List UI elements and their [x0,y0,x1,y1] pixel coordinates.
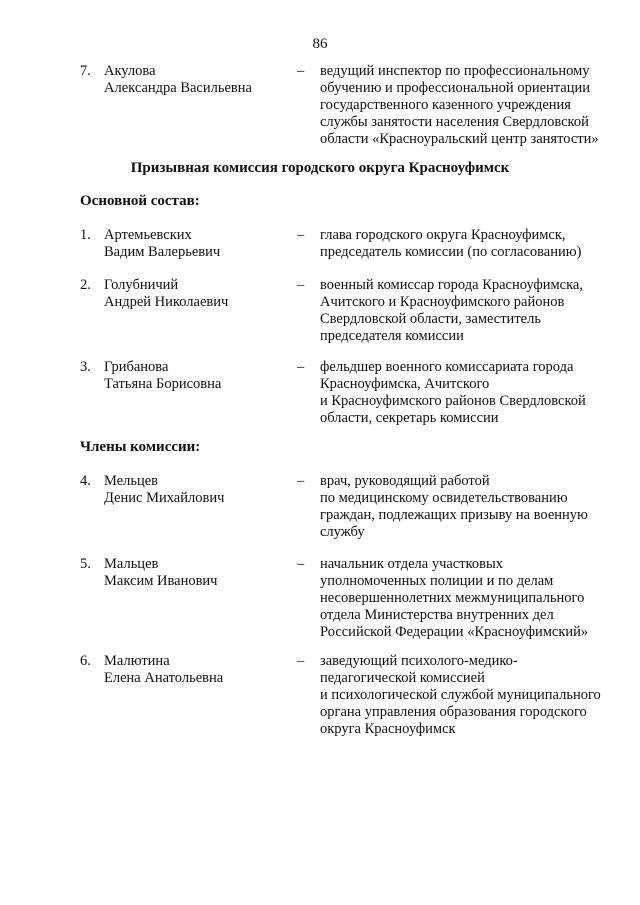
desc-line: врач, руководящий работой [320,473,490,489]
person-name [104,653,284,687]
surname: Акулова [104,63,156,79]
desc-line: граждан, подлежащих призыву на военную [320,507,588,523]
desc-line: Свердловской области, заместитель [320,311,541,327]
surname: Грибанова [104,359,169,375]
item-number: 1. [80,227,91,243]
main-composition-heading: Основной состав: [80,193,200,209]
item-number: 7. [80,63,91,79]
desc-line: области, секретарь комиссии [320,410,499,426]
desc-line: военный комиссар города Красноуфимска, [320,277,583,293]
surname: Артемьевских [104,227,192,243]
desc-line: обучению и профессиональной ориентации [320,80,590,96]
surname: Мальцев [104,556,159,572]
desc-line: Российской Федерации «Красноуфимский» [320,624,589,640]
desc-line: несовершеннолетних межмуниципального [320,590,585,606]
dash: – [297,359,305,375]
person-name [104,63,284,97]
surname: Мельцев [104,473,159,489]
dash: – [297,227,305,243]
desc-line: начальник отдела участковых [320,556,503,572]
dash: – [297,473,305,489]
desc-line: заведующий психолого-медико- [320,653,518,669]
desc-line: уполномоченных полиции и по делам [320,573,554,589]
desc-line: области «Красноуральский центр занятости» [320,131,599,147]
surname: Голубничий [104,277,179,293]
desc-line: ведущий инспектор по профессиональному [320,63,590,79]
person-name [104,556,284,590]
desc-line: отдела Министерства внутренних дел [320,607,554,623]
given-name: Александра Васильевна [104,80,252,96]
desc-line: органа управления образования городского [320,704,587,720]
position-description [320,227,620,261]
position-description [320,473,620,541]
dash: – [297,653,305,669]
desc-line: службы занятости населения Свердловской [320,114,589,130]
desc-line: Красноуфимска, Ачитского [320,376,490,392]
position-description [320,63,620,148]
desc-line: председателя комиссии [320,328,464,344]
desc-line: педагогической комиссией [320,670,485,686]
members-heading: Члены комиссии: [80,439,201,455]
desc-line: и Красноуфимского районов Свердловской [320,393,586,409]
given-name: Денис Михайлович [104,490,225,506]
desc-line: по медицинскому освидетельствованию [320,490,568,506]
person-name [104,359,284,393]
desc-line: и психологической службой муниципального [320,687,601,703]
page-number: 86 [312,36,328,52]
desc-line: фельдшер военного комиссариата города [320,359,574,375]
person-name [104,227,284,261]
person-name [104,473,284,507]
position-description [320,556,620,641]
desc-line: председатель комиссии (по согласованию) [320,244,582,260]
desc-line: глава городского округа Красноуфимск, [320,227,566,243]
given-name: Вадим Валерьевич [104,244,221,260]
item-number: 4. [80,473,91,489]
item-number: 5. [80,556,91,572]
position-description [320,359,620,427]
section-title: Призывная комиссия городского округа Красноуфимск [130,160,510,176]
desc-line: округа Красноуфимск [320,721,456,737]
dash: – [297,556,305,572]
item-number: 3. [80,359,91,375]
desc-line: Ачитского и Красноуфимского районов [320,294,565,310]
person-name [104,277,284,311]
dash: – [297,277,305,293]
position-description [320,277,620,345]
surname: Малютина [104,653,170,669]
given-name: Максим Иванович [104,573,218,589]
item-number: 6. [80,653,91,669]
dash: – [297,63,305,79]
item-number: 2. [80,277,91,293]
given-name: Татьяна Борисовна [104,376,222,392]
desc-line: государственного казенного учреждения [320,97,571,113]
desc-line: службу [320,524,365,540]
given-name: Андрей Николаевич [104,294,229,310]
given-name: Елена Анатольевна [104,670,224,686]
position-description [320,653,620,738]
